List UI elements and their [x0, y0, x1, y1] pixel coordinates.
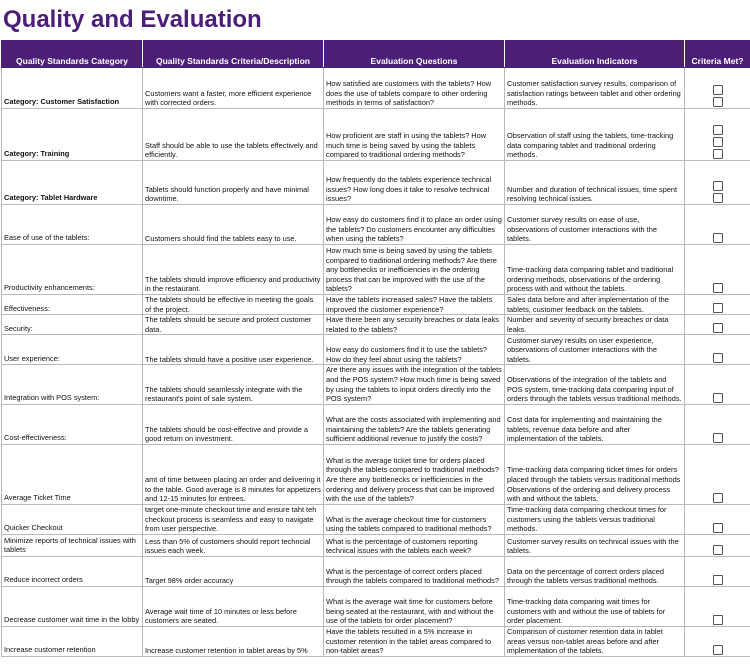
criteria-met-checkbox[interactable]: [713, 149, 723, 159]
table-row: [2, 556, 750, 586]
questions-cell: What are the costs associated with implementing and maintaining the tablets? Are the tablets generating sufficient additional revenue to justify the costs?: [324, 404, 505, 444]
category-cell: Reduce incorrect orders: [2, 556, 143, 586]
category-cell: [2, 109, 143, 161]
indicators-cell: Time-tracking data comparing tablet and traditional ordering methods, observations of the ordering process with and without the tablets.: [505, 245, 685, 295]
table-row: [2, 161, 750, 205]
questions-cell: What is the percentage of customers reporting technical issues with the tablets each week?: [324, 534, 505, 556]
criteria-met-checkbox[interactable]: [713, 97, 723, 107]
criteria-met-checkbox[interactable]: [713, 353, 723, 363]
table-row: [2, 205, 750, 245]
criteria-met-checkbox[interactable]: [713, 125, 723, 135]
questions-cell: Are there any issues with the integration of the tablets and the POS system? How much time is being saved by using the tablets to input orders directly into the POS system?: [324, 365, 505, 404]
questions-cell: Have the tablets resulted in a 5% increase in customer retention in the tablet areas compared to non-tablet areas?: [324, 626, 505, 656]
table-row: [2, 444, 750, 504]
criteria-met-cell: [685, 586, 750, 626]
indicators-cell: Customer satisfaction survey results, comparison of satisfaction ratings between tablet and other ordering methods.: [505, 68, 685, 109]
questions-cell: What is the average wait time for customers before being seated at the restaurant, with and without the use of the tablets for order placement?: [324, 586, 505, 626]
category-cell: Decrease customer wait time in the lobby: [2, 586, 143, 626]
criteria-cell: The tablets should be secure and protect customer data.: [143, 315, 324, 335]
indicators-cell: Number and severity of security breaches or data leaks.: [505, 315, 685, 335]
criteria-met-checkbox[interactable]: [713, 233, 723, 243]
criteria-met-cell: [685, 404, 750, 444]
criteria-cell: The tablets should improve efficiency and productivity in the restaurant.: [143, 245, 324, 295]
criteria-met-checkbox[interactable]: [713, 193, 723, 203]
criteria-met-checkbox[interactable]: [713, 323, 723, 333]
table-row: [2, 315, 750, 335]
criteria-met-cell: [685, 444, 750, 504]
header-criteria-met: Criteria Met?: [685, 41, 750, 68]
indicators-cell: Observation of staff using the tablets, time-tracking data comparing tablet and traditional ordering methods.: [505, 109, 685, 161]
criteria-met-cell: [685, 534, 750, 556]
table-row: [2, 335, 750, 365]
indicators-cell: Time-tracking data comparing checkout times for customers using the tablets versus traditional methods.: [505, 504, 685, 534]
category-cell: Cost-effectiveness:: [2, 404, 143, 444]
questions-cell: How much time is being saved by using the tablets compared to traditional ordering methods? Are there any bottlenecks or inefficiencies in the ordering process that can be improved with the use of the tablets?: [324, 245, 505, 295]
table-row: [2, 626, 750, 656]
criteria-cell: Target 98% order accuracy: [143, 556, 324, 586]
criteria-cell: The tablets should be effective in meeting the goals of the project.: [143, 295, 324, 315]
criteria-met-checkbox[interactable]: [713, 181, 723, 191]
header-criteria: Quality Standards Criteria/Description: [143, 41, 324, 68]
table-row: [2, 504, 750, 534]
indicators-cell: Cost data for implementing and maintaining the tablets, revenue data before and after implementation of the tablets.: [505, 404, 685, 444]
criteria-met-cell: [685, 161, 750, 205]
page-title: Quality and Evaluation: [3, 6, 262, 33]
table-row: [2, 245, 750, 295]
questions-cell: How easy do customers find it to place an order using the tablets? Do customers encounter any difficulties when using the tablets?: [324, 205, 505, 245]
category-cell: Average Ticket Time: [2, 444, 143, 504]
indicators-cell: Number and duration of technical issues, time spent resolving technical issues.: [505, 161, 685, 205]
criteria-cell: Increase customer retention in tablet areas by 5%: [143, 626, 324, 656]
table-row: [2, 586, 750, 626]
criteria-met-checkbox[interactable]: [713, 137, 723, 147]
header-category: Quality Standards Category: [2, 41, 143, 68]
category-cell: Increase customer retention: [2, 626, 143, 656]
criteria-met-checkbox[interactable]: [713, 303, 723, 313]
category-cell: User experience:: [2, 335, 143, 365]
criteria-cell: Tablets should function properly and have minimal downtime.: [143, 161, 324, 205]
criteria-met-checkbox[interactable]: [713, 523, 723, 533]
category-label: Category: Tablet Hardware: [4, 193, 98, 203]
criteria-met-cell: [685, 626, 750, 656]
table-row: [2, 404, 750, 444]
criteria-met-checkbox[interactable]: [713, 85, 723, 95]
criteria-met-checkbox[interactable]: [713, 645, 723, 655]
category-cell: Quicker Checkout: [2, 504, 143, 534]
indicators-cell: Time-tracking data comparing wait times for customers with and without the use of tablets for order placement.: [505, 586, 685, 626]
table-row: [2, 109, 750, 161]
header-questions: Evaluation Questions: [324, 41, 505, 68]
criteria-cell: The tablets should have a positive user experience.: [143, 335, 324, 365]
indicators-cell: Customer survey results on ease of use, observations of customer interactions with the tablets.: [505, 205, 685, 245]
quality-evaluation-table: [1, 40, 750, 657]
criteria-cell: amt of time between placing an order and delivering it to the table. Good average is 8 minutes for appetizers and 12-15 minutes for entrees.: [143, 444, 324, 504]
questions-cell: How easy do customers find it to use the tablets? How do they feel about using the tablets?: [324, 335, 505, 365]
indicators-cell: Data on the percentage of correct orders placed through the tablets versus traditional methods.: [505, 556, 685, 586]
criteria-met-checkbox[interactable]: [713, 575, 723, 585]
category-label: Category: Training: [4, 149, 70, 159]
criteria-met-checkbox[interactable]: [713, 615, 723, 625]
criteria-met-cell: [685, 335, 750, 365]
criteria-met-checkbox[interactable]: [713, 393, 723, 403]
questions-cell: Have there been any security breaches or data leaks related to the tablets?: [324, 315, 505, 335]
header-indicators: Evaluation Indicators: [505, 41, 685, 68]
indicators-cell: Sales data before and after implementation of the tablets, customer feedback on the tablets.: [505, 295, 685, 315]
questions-cell: How frequently do the tablets experience technical issues? How long does it take to resolve technical issues?: [324, 161, 505, 205]
criteria-cell: Less than 5% of customers should report techncial issues each week.: [143, 534, 324, 556]
criteria-cell: target one-minute checkout time and ensure taht teh checkout process is seamless and easy to navigate from user perspective.: [143, 504, 324, 534]
criteria-met-cell: [685, 245, 750, 295]
indicators-cell: Customer survey results on technical issues with the tablets.: [505, 534, 685, 556]
indicators-cell: Observations of the integration of the tablets and POS system, time-tracking data comparing input of orders through the tablets versus traditional methods.: [505, 365, 685, 404]
criteria-met-cell: [685, 365, 750, 404]
table-row: [2, 295, 750, 315]
criteria-cell: The tablets should be cost-effective and provide a good return on investment.: [143, 404, 324, 444]
questions-cell: How satisfied are customers with the tablets? How does the use of tablets compare to other ordering methods in terms of satisfaction?: [324, 68, 505, 109]
category-cell: Minimize reports of technical issues with tablets: [2, 534, 143, 556]
questions-cell: How proficient are staff in using the tablets? How much time is being saved by using the tablets compared to traditional ordering methods?: [324, 109, 505, 161]
criteria-met-cell: [685, 504, 750, 534]
criteria-met-cell: [685, 68, 750, 109]
indicators-cell: Comparison of customer retention data in tablet areas versus non-tablet areas before and after implementation of the tablets.: [505, 626, 685, 656]
category-cell: Ease of use of the tablets:: [2, 205, 143, 245]
criteria-met-checkbox[interactable]: [713, 493, 723, 503]
questions-cell: What is the average checkout time for customers using the tablets compared to traditional methods?: [324, 504, 505, 534]
criteria-met-cell: [685, 205, 750, 245]
criteria-met-cell: [685, 109, 750, 161]
criteria-cell: Average wait time of 10 minutes or less before customers are seated.: [143, 586, 324, 626]
criteria-cell: The tablets should seamlessly integrate with the restaurant's point of sale system.: [143, 365, 324, 404]
criteria-met-checkbox[interactable]: [713, 545, 723, 555]
category-cell: Security:: [2, 315, 143, 335]
criteria-met-cell: [685, 295, 750, 315]
criteria-met-cell: [685, 315, 750, 335]
indicators-cell: Time-tracking data comparing ticket times for orders placed through the tablets versus traditional methods Observations of the ordering and delivery process with and without the tablets.: [505, 444, 685, 504]
category-cell: [2, 161, 143, 205]
category-cell: Productivity enhancements:: [2, 245, 143, 295]
criteria-cell: Staff should be able to use the tablets effectively and efficiently.: [143, 109, 324, 161]
category-label: Category: Customer Satisfaction: [4, 97, 119, 107]
criteria-cell: Customers should find the tablets easy to use.: [143, 205, 324, 245]
table-header: [2, 41, 750, 68]
criteria-met-cell: [685, 556, 750, 586]
table-row: [2, 68, 750, 109]
category-cell: Effectiveness:: [2, 295, 143, 315]
criteria-met-checkbox[interactable]: [713, 433, 723, 443]
table-row: [2, 365, 750, 404]
questions-cell: What is the percentage of correct orders placed through the tablets compared to traditional methods?: [324, 556, 505, 586]
table-body: [2, 68, 750, 657]
questions-cell: Have the tablets increased sales? Have the tablets improved the customer experience?: [324, 295, 505, 315]
category-cell: Integration with POS system:: [2, 365, 143, 404]
indicators-cell: Customer survey results on user experience, observations of customer interactions with the tablets.: [505, 335, 685, 365]
category-cell: [2, 68, 143, 109]
criteria-cell: Customers want a faster, more efficient experience with corrected orders.: [143, 68, 324, 109]
table-row: [2, 534, 750, 556]
questions-cell: What is the average ticket time for orders placed through the tablets compared to traditional methods? Are there any bottlenecks or inefficiencies in the ordering and delivery process that can be improved with the use of the tablets?: [324, 444, 505, 504]
criteria-met-checkbox[interactable]: [713, 283, 723, 293]
